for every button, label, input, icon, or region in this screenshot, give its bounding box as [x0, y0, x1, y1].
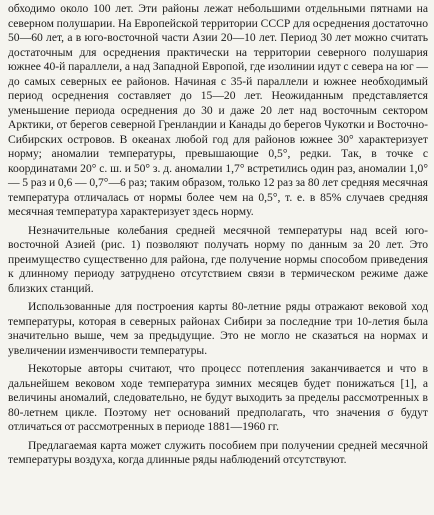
paragraph-2: Незначительные колебания средней месячной температуры над всей юго-восточной Азией (рис. 1) позволяют получать норму по данным за 20 лет. Это преимущество существенно для района, где получение нормы способом приведения к длинному периоду затруднено отсутствием связи в термическом режиме даже близких станций. [8, 223, 428, 295]
paragraph-5: Предлагаемая карта может служить пособием при получении средней месячной температуры воздуха, когда длинные ряды наблюдений отсутствуют. [8, 438, 428, 466]
paragraph-3: Использованные для построения карты 80-летние ряды отражают вековой ход температуры, которая в северных районах Сибири за последние три 10-летия была значительно выше, чем за предыдущие. Это не могло не сказаться на нормах и увеличении изменчивости температуры. [8, 300, 428, 357]
paragraph-4: Некоторые авторы считают, что процесс потепления заканчивается и что в дальнейшем вековом ходе температура зимних месяцев будет понижаться [1], а величины аномалий, следовательно, не будут выходить за пределы рассмотренных в 80-летнем цикле. Поэтому нет оснований предполагать, что значения σ будут отличаться от рассмотренных в периоде 1881—1960 гг. [8, 362, 428, 433]
paragraph-1: обходимо около 100 лет. Эти районы лежат небольшими отдельными пятнами на северном полушарии. На Европейской территории СССР для осреднения достаточно 50—60 лет, а в юго-восточной части Азии 20—10 лет. Период 30 лет можно считать достаточным для осреднения практически на территории северного полушария южнее 40-й параллели, а над Западной Европой, где изолинии идут с севера на юг — до самых северных ее районов. Начиная с 35-й параллели и южнее необходимый период осреднения составляет до 15—20 лет. Неожиданным представляется уменьшение периода осреднения до 30 и даже 20 лет над восточным сектором Арктики, от берегов северной Гренландии и Канады до берегов Чукотки и Восточно-Сибирских островов. В океанах любой год для районов южнее 30° характеризует норму; аномалии температуры, превышающие 0,5°, редки. Так, в точке с координатами 20° с. ш. и 50° з. д. аномалии 1,7° встретились один раз, аномалии 1,0° — 5 раз и 0,6 — 0,7°—6 раз; таким образом, только 12 раз за 80 лет средняя месячная температура отличалась от нормы более чем на 0,5°, т. е. в 85% случаев средняя месячная температура характеризует здесь норму. [8, 2, 428, 218]
document-page [8, 2, 428, 513]
